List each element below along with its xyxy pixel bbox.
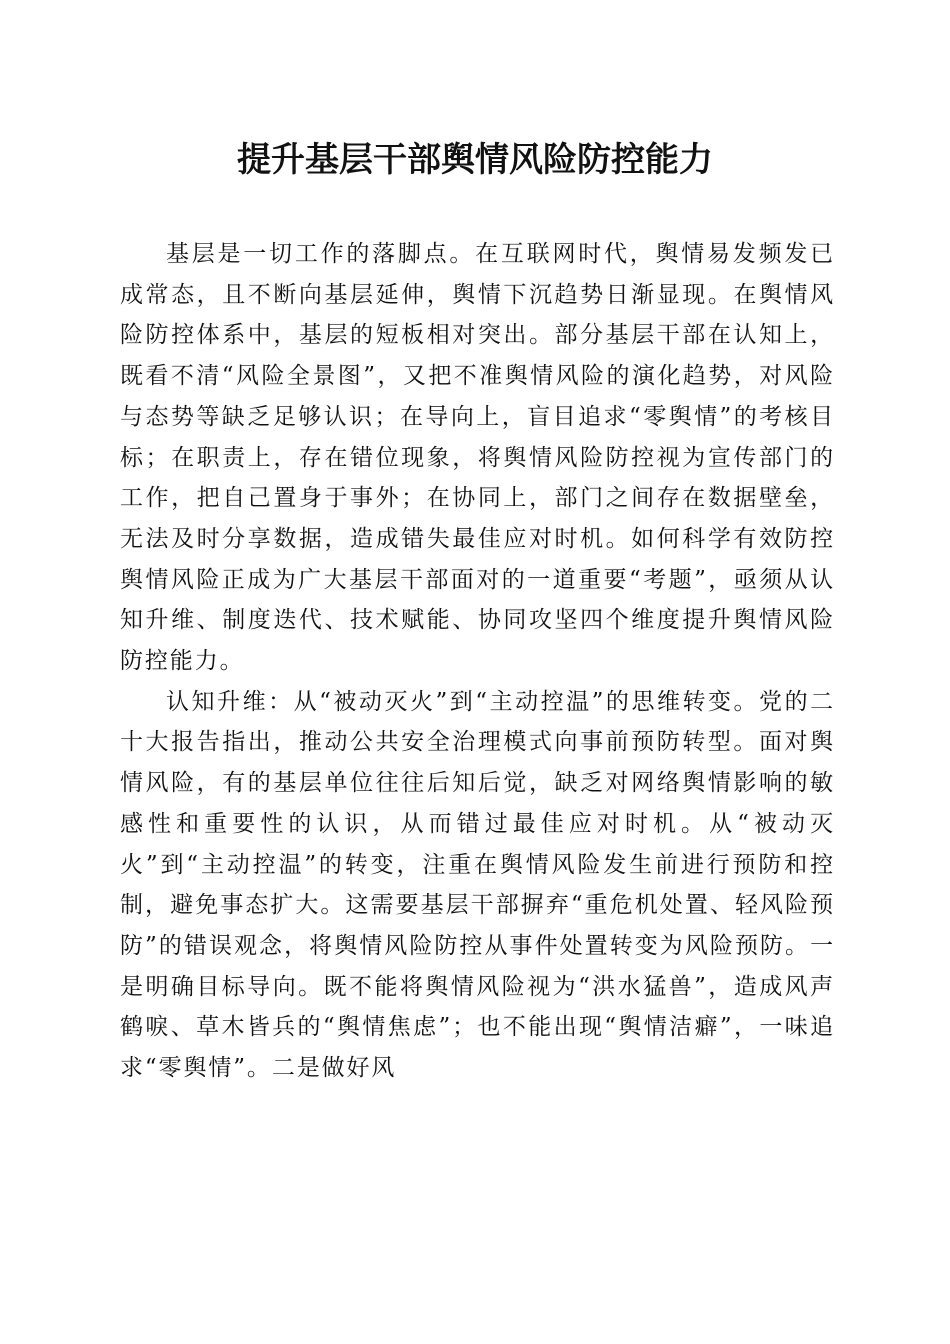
paragraph: 认知升维：从“被动灭火”到“主动控温”的思维转变。党的二十大报告指出，推动公共安全治理模式向事前预防转型。面对舆情风险，有的基层单位往往后知后觉，缺乏对网络舆情影响的敏感性和重要性的认识，从而错过最佳应对时机。从“被动灭火”到“主动控温”的转变，注重在舆情风险发生前进行预防和控制，避免事态扩大。这需要基层干部摒弃“重危机处置、轻风险预防”的错误观念，将舆情风险防控从事件处置转变为风险预防。一是明确目标导向。既不能将舆情风险视为“洪水猛兽”，造成风声鹤唳、草木皆兵的“舆情焦虑”；也不能出现“舆情洁癖”，一味追求“零舆情”。二是做好风 bbox=[120, 688, 835, 1082]
document-title: 提升基层干部舆情风险防控能力 bbox=[237, 140, 713, 180]
document-body bbox=[120, 234, 835, 1089]
paragraph: 基层是一切工作的落脚点。在互联网时代，舆情易发频发已成常态，且不断向基层延伸，舆情下沉趋势日渐显现。在舆情风险防控体系中，基层的短板相对突出。部分基层干部在认知上，既看不清“风险全景图”，又把不准舆情风险的演化趋势，对风险与态势等缺乏足够认识；在导向上，盲目追求“零舆情”的考核目标；在职责上，存在错位现象，将舆情风险防控视为宣传部门的工作，把自己置身于事外；在协同上，部门之间存在数据壁垒，无法及时分享数据，造成错失最佳应对时机。如何科学有效防控舆情风险正成为广大基层干部面对的一道重要“考题”，亟须从认知升维、制度迭代、技术赋能、协同攻坚四个维度提升舆情风险防控能力。 bbox=[120, 241, 835, 675]
